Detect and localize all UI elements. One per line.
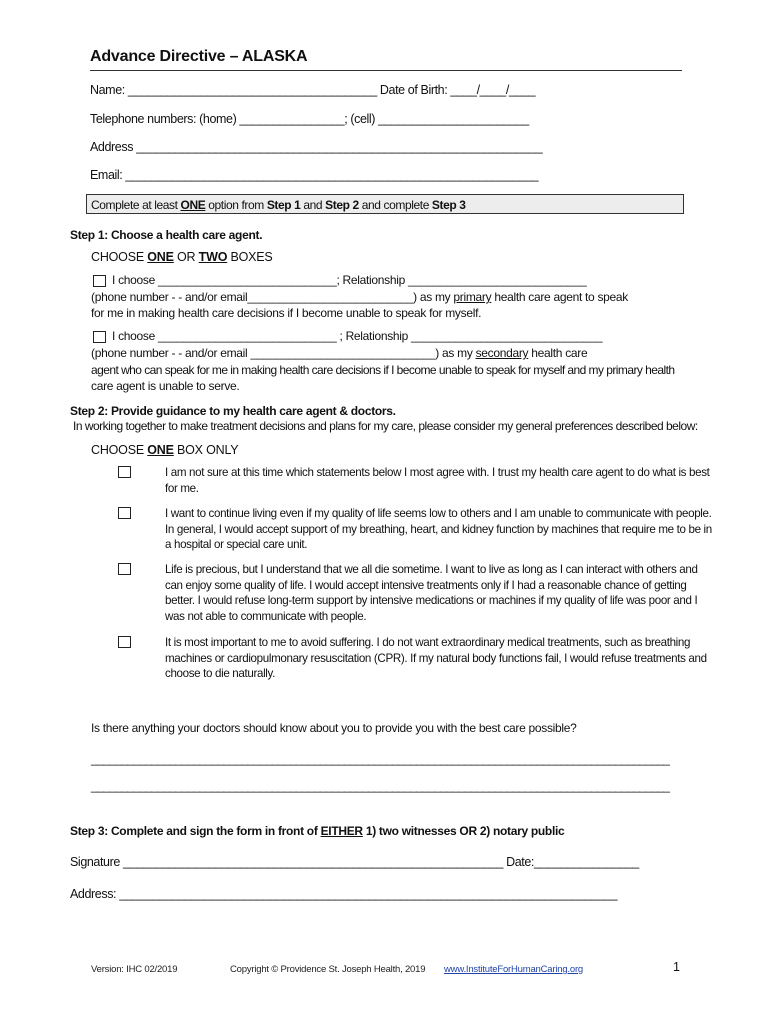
- signer-address-field[interactable]: Address: ____________________________________________________________________________: [70, 887, 618, 901]
- name-field[interactable]: Name: ______________________________________ Date of Birth: ____/____/____: [90, 83, 536, 97]
- preference-text-1: I am not sure at this time which statements below I most agree with. I trust my health care agent to do what is best for me.: [165, 466, 710, 495]
- doctors-question: Is there anything your doctors should know about you to provide you with the best care possible?: [91, 721, 577, 735]
- page-number: 1: [673, 960, 680, 974]
- institute-link[interactable]: www.InstituteForHumanCaring.org: [444, 964, 583, 975]
- primary-agent-line2[interactable]: (phone number - - and/or email__________________________) as my primary health care agent to speak: [91, 290, 628, 304]
- form-title: Advance Directive – ALASKA: [90, 48, 308, 65]
- step3-heading: Step 3: Complete and sign the form in front of EITHER 1) two witnesses OR 2) notary public: [70, 824, 565, 838]
- preference-checkbox-2[interactable]: [118, 507, 131, 519]
- step1-heading: Step 1: Choose a health care agent.: [70, 228, 263, 242]
- primary-agent-checkbox[interactable]: [93, 275, 106, 287]
- doctors-answer-line-1[interactable]: ________________________________________________________________________________________________: [91, 752, 670, 766]
- email-field[interactable]: Email: _______________________________________________________________: [90, 168, 539, 182]
- instruction-box: Complete at least ONE option from Step 1 and Step 2 and complete Step 3: [86, 194, 684, 214]
- signature-field[interactable]: Signature __________________________________________________________ Date:________________: [70, 855, 639, 869]
- version-label: Version: IHC 02/2019: [91, 964, 178, 975]
- preference-text-3: Life is precious, but I understand that we all die sometime. I want to live as long as I can interact with others and can enjoy some quality of life. I would accept intensive treatments only if I had a reasonable chance of getting better. I would refuse long-term support by intensive medications or machines if my quality of life was poor and I was not able to communicate with people.: [165, 563, 698, 624]
- preference-text-2: I want to continue living even if my quality of life seems low to others and I am unable to communicate with people. In general, I would accept support of my breathing, heart, and kidney function by machines that require me to be in a hospital or special care unit.: [165, 507, 712, 552]
- telephone-field[interactable]: Telephone numbers: (home) ________________; (cell) _______________________: [90, 112, 529, 126]
- step2-intro: In working together to make treatment decisions and plans for my care, please consider my general preferences described below:: [73, 419, 698, 433]
- copyright-label: Copyright © Providence St. Joseph Health, 2019: [230, 964, 426, 975]
- step2-choose-label: CHOOSE ONE BOX ONLY: [91, 443, 239, 457]
- doctors-answer-line-2[interactable]: ________________________________________________________________________________________________: [91, 779, 670, 793]
- secondary-agent-checkbox[interactable]: [93, 331, 106, 343]
- primary-agent-line3: for me in making health care decisions if I become unable to speak for myself.: [91, 306, 482, 320]
- preference-checkbox-1[interactable]: [118, 466, 131, 478]
- secondary-agent-line4: care agent is unable to serve.: [91, 379, 240, 393]
- secondary-agent-line3: agent who can speak for me in making health care decisions if I become unable to speak for myself and my primary health: [91, 363, 675, 377]
- address-field[interactable]: Address ______________________________________________________________: [90, 140, 543, 154]
- preference-checkbox-4[interactable]: [118, 636, 131, 648]
- secondary-agent-line1[interactable]: I choose ____________________________ ; Relationship ______________________________: [112, 329, 603, 343]
- step2-heading: Step 2: Provide guidance to my health care agent & doctors.: [70, 404, 396, 418]
- secondary-agent-line2[interactable]: (phone number - - and/or email _____________________________) as my secondary health care: [91, 346, 588, 360]
- primary-agent-line1[interactable]: I choose ____________________________; Relationship ____________________________: [112, 273, 587, 287]
- preference-text-4: It is most important to me to avoid suffering. I do not want extraordinary medical treatments, such as breathing machines or cardiopulmonary resuscitation (CPR). If my natural body functions fail, I would refuse treatments and choose to die naturally.: [165, 636, 707, 681]
- preference-checkbox-3[interactable]: [118, 563, 131, 575]
- step1-choose-label: CHOOSE ONE OR TWO BOXES: [91, 250, 273, 264]
- title-rule: [90, 70, 682, 71]
